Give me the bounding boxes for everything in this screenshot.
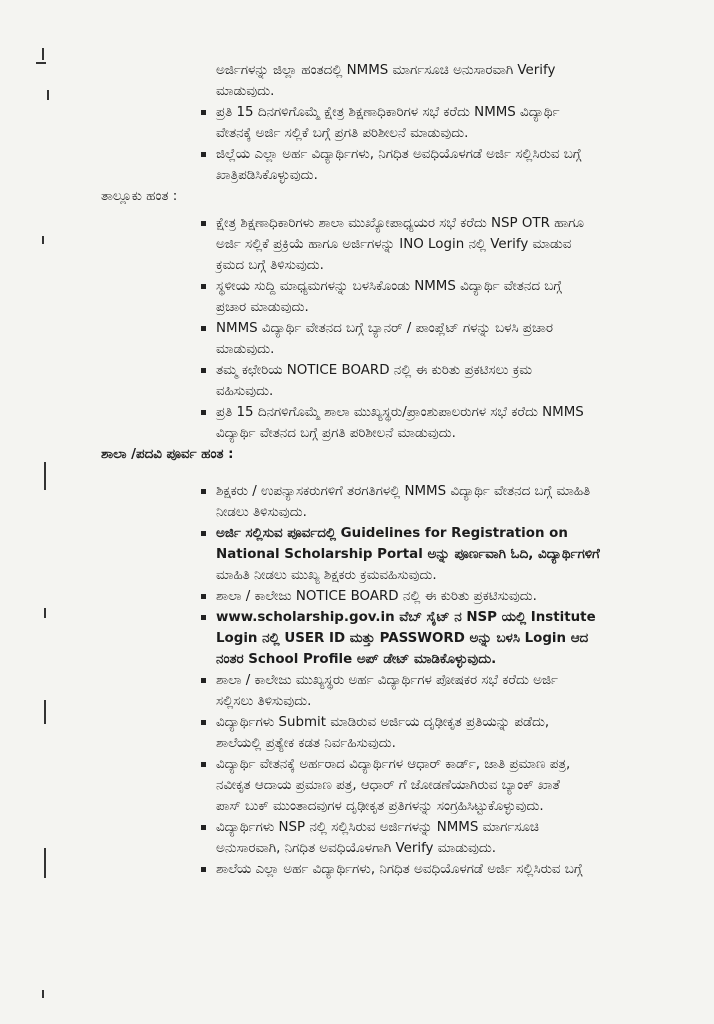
text-line: ವಿದ್ಯಾರ್ಥಿಗಳು Submit ಮಾಡಿರುವ ಅರ್ಜಿಯ ದೃಢೀಕೃತ ಪ್ರತಿಯನ್ನು ಪಡೆದು, (216, 715, 550, 730)
text-line: ಪಾಸ್ ಬುಕ್ ಮುಂತಾದವುಗಳ ದೃಢೀಕೃತ ಪ್ರತಿಗಳನ್ನು ಸಂಗ್ರಹಿಸಿಟ್ಟುಕೊಳ್ಳುವುದು. (216, 799, 544, 814)
list-item (0, 670, 714, 712)
bullet-icon (201, 152, 206, 157)
text-line: ಶಾಲಾ / ಕಾಲೇಜು ಮುಖ್ಯಸ್ಥರು ಅರ್ಹ ವಿದ್ಯಾರ್ಥಿಗಳ ಪೋಷಕರ ಸಭೆ ಕರೆದು ಅರ್ಜಿ (216, 673, 558, 688)
text-line: ಶಾಲೆಯ ಎಲ್ಲಾ ಅರ್ಹ ವಿದ್ಯಾರ್ಥಿಗಳು, ನಿಗಧಿತ ಅವಧಿಯೊಳಗಡೆ ಅರ್ಜಿ ಸಲ್ಲಿಸಿರುವ ಬಗ್ಗೆ (216, 862, 583, 877)
text-line: ಅನುಸಾರವಾಗಿ, ನಿಗಧಿತ ಅವಧಿಯೊಳಗಾಗಿ Verify ಮಾಡುವುದು. (216, 841, 497, 856)
text-line: ನೀಡಲು ತಿಳಿಸುವುದು. (216, 505, 307, 520)
bullet-icon (201, 410, 206, 415)
text-line: ಕ್ರಮದ ಬಗ್ಗೆ ತಿಳಿಸುವುದು. (216, 258, 324, 273)
list-item (0, 276, 714, 318)
list-item (0, 481, 714, 523)
scan-mark (42, 48, 44, 60)
text-line: ಪ್ರಚಾರ ಮಾಡುವುದು. (216, 300, 309, 315)
bullet-icon (201, 720, 206, 725)
text-line: Login ನಲ್ಲಿ USER ID ಮತ್ತು PASSWORD ಅನ್ನು ಬಳಸಿ Login ಆದ (216, 631, 589, 646)
text-line: ನಂತರ School Profile ಅಪ್ ಡೇಟ್ ಮಾಡಿಕೊಳ್ಳುವುದು. (216, 652, 497, 667)
text-line: ತಮ್ಮ ಕಛೇರಿಯ NOTICE BOARD ನಲ್ಲಿ ಈ ಕುರಿತು ಪ್ರಕಟಿಸಲು ಕ್ರಮ (216, 363, 533, 378)
list-item (0, 360, 714, 402)
bullet-icon (201, 678, 206, 683)
list-item (0, 859, 714, 880)
school-list (0, 481, 714, 880)
text-line: ವಹಿಸುವುದು. (216, 384, 274, 399)
bullet-icon (201, 326, 206, 331)
list-item (0, 817, 714, 859)
list-item (0, 102, 714, 144)
text-line: ಅರ್ಜಿ ಸಲ್ಲಿಸುವ ಪೂರ್ವದಲ್ಲಿ Guidelines for Registration on (216, 526, 568, 541)
taluk-list (0, 213, 714, 444)
bullet-icon (201, 110, 206, 115)
text-line: ಶಾಲೆಯಲ್ಲಿ ಪ್ರತ್ಯೇಕ ಕಡತ ನಿರ್ವಹಿಸುವುದು. (216, 736, 396, 751)
bullet-icon (201, 825, 206, 830)
top-fragment (0, 60, 714, 102)
text-line: ವೇತನಕ್ಕೆ ಅರ್ಜಿ ಸಲ್ಲಿಕೆ ಬಗ್ಗೆ ಪ್ರಗತಿ ಪರಿಶೀಲನೆ ಮಾಡುವುದು. (216, 126, 469, 141)
text-line: NMMS ವಿದ್ಯಾರ್ಥಿ ವೇತನದ ಬಗ್ಗೆ ಬ್ಯಾನರ್ / ಪಾಂಪ್ಲೆಟ್ ಗಳನ್ನು ಬಳಸಿ ಪ್ರಚಾರ (216, 321, 553, 336)
text-line: ಸ್ಥಳೀಯ ಸುದ್ದಿ ಮಾಧ್ಯಮಗಳನ್ನು ಬಳಸಿಕೊಂಡು NMMS ವಿದ್ಯಾರ್ಥಿ ವೇತನದ ಬಗ್ಗೆ (216, 279, 562, 294)
bullet-icon (201, 594, 206, 599)
text-line: ಶಾಲಾ / ಕಾಲೇಜು NOTICE BOARD ನಲ್ಲಿ ಈ ಕುರಿತು ಪ್ರಕಟಿಸುವುದು. (216, 589, 537, 604)
text-line: ಮಾಹಿತಿ ನೀಡಲು ಮುಖ್ಯ ಶಿಕ್ಷಕರು ಕ್ರಮವಹಿಸುವುದು. (216, 568, 437, 583)
list-item (0, 523, 714, 586)
list-item (0, 213, 714, 276)
text-line: ಪ್ರತಿ 15 ದಿನಗಳಿಗೊಮ್ಮೆ ಕ್ಷೇತ್ರ ಶಿಕ್ಷಣಾಧಿಕಾರಿಗಳ ಸಭೆ ಕರೆದು NMMS ವಿದ್ಯಾರ್ಥಿ (216, 105, 560, 120)
text-line: ವಿದ್ಯಾರ್ಥಿ ವೇತನದ ಬಗ್ಗೆ ಪ್ರಗತಿ ಪರಿಶೀಲನೆ ಮಾಡುವುದು. (216, 426, 456, 441)
text-line: ಸಲ್ಲಿಸಲು ತಿಳಿಸುವುದು. (216, 694, 312, 709)
bullet-icon (201, 762, 206, 767)
bullet-icon (201, 615, 206, 620)
district-list (0, 102, 714, 186)
text-line: ನವೀಕೃತ ಆದಾಯ ಪ್ರಮಾಣ ಪತ್ರ, ಆಧಾರ್ ಗೆ ಜೋಡಣೆಯಾಗಿರುವ ಬ್ಯಾಂಕ್ ಖಾತೆ (216, 778, 560, 793)
document-body (0, 60, 714, 880)
text-line: ವಿದ್ಯಾರ್ಥಿಗಳು NSP ನಲ್ಲಿ ಸಲ್ಲಿಸಿರುವ ಅರ್ಜಿಗಳನ್ನು NMMS ಮಾರ್ಗಸೂಚಿ (216, 820, 539, 835)
bullet-icon (201, 489, 206, 494)
text-line: ಜಿಲ್ಲೆಯ ಎಲ್ಲಾ ಅರ್ಹ ವಿದ್ಯಾರ್ಥಿಗಳು, ನಿಗಧಿತ ಅವಧಿಯೊಳಗಡೆ ಅರ್ಜಿ ಸಲ್ಲಿಸಿರುವ ಬಗ್ಗೆ (216, 147, 582, 162)
text-line: ಅರ್ಜಿಗಳನ್ನು ಜಿಲ್ಲಾ ಹಂತದಲ್ಲಿ NMMS ಮಾರ್ಗಸೂಚಿ ಅನುಸಾರವಾಗಿ Verify (216, 63, 556, 78)
list-item (0, 754, 714, 817)
list-item (0, 144, 714, 186)
bullet-icon (201, 284, 206, 289)
bullet-icon (201, 531, 206, 536)
text-line: www.scholarship.gov.in ವೆಬ್ ಸೈಟ್ ನ NSP ಯಲ್ಲಿ Institute (216, 610, 596, 625)
text-line: ವಿದ್ಯಾರ್ಥಿ ವೇತನಕ್ಕೆ ಅರ್ಹರಾದ ವಿದ್ಯಾರ್ಥಿಗಳ ಆಧಾರ್ ಕಾರ್ಡ್, ಜಾತಿ ಪ್ರಮಾಣ ಪತ್ರ, (216, 757, 571, 772)
text-line: ಶಿಕ್ಷಕರು / ಉಪನ್ಯಾಸಕರುಗಳಿಗೆ ತರಗತಿಗಳಲ್ಲಿ NMMS ವಿದ್ಯಾರ್ಥಿ ವೇತನದ ಬಗ್ಗೆ ಮಾಹಿತಿ (216, 484, 591, 499)
scan-mark (42, 990, 44, 998)
bullet-icon (201, 368, 206, 373)
section-heading-school: ಶಾಲಾ /ಪದವಿ ಪೂರ್ವ ಹಂತ : (101, 447, 234, 462)
text-line: National Scholarship Portal ಅನ್ನು ಪೂರ್ಣವಾಗಿ ಓದಿ, ವಿದ್ಯಾರ್ಥಿಗಳಿಗೆ (216, 547, 600, 562)
text-line: ಪ್ರತಿ 15 ದಿನಗಳಿಗೊಮ್ಮೆ ಶಾಲಾ ಮುಖ್ಯಸ್ಥರು/ಪ್ರಾಂಶುಪಾಲರುಗಳ ಸಭೆ ಕರೆದು NMMS (216, 405, 584, 420)
text-line: ಖಾತ್ರಿಪಡಿಸಿಕೊಳ್ಳುವುದು. (216, 168, 318, 183)
list-item (0, 586, 714, 607)
list-item (0, 607, 714, 670)
bullet-icon (201, 221, 206, 226)
list-item (0, 402, 714, 444)
bullet-icon (201, 867, 206, 872)
text-line: ಅರ್ಜಿ ಸಲ್ಲಿಕೆ ಪ್ರಕ್ರಿಯೆ ಹಾಗೂ ಅರ್ಜಿಗಳನ್ನು INO Login ನಲ್ಲಿ Verify ಮಾಡುವ (216, 237, 572, 252)
list-item (0, 318, 714, 360)
text-line: ಕ್ಷೇತ್ರ ಶಿಕ್ಷಣಾಧಿಕಾರಿಗಳು ಶಾಲಾ ಮುಖ್ಯೋಪಾಧ್ಯಯರ ಸಭೆ ಕರೆದು NSP OTR ಹಾಗೂ (216, 216, 584, 231)
section-heading-taluk: ತಾಲ್ಲೂಕು ಹಂತ : (101, 189, 178, 204)
text-line: ಮಾಡುವುದು. (216, 342, 275, 357)
text-line: ಮಾಡುವುದು. (216, 84, 275, 99)
list-item (0, 712, 714, 754)
